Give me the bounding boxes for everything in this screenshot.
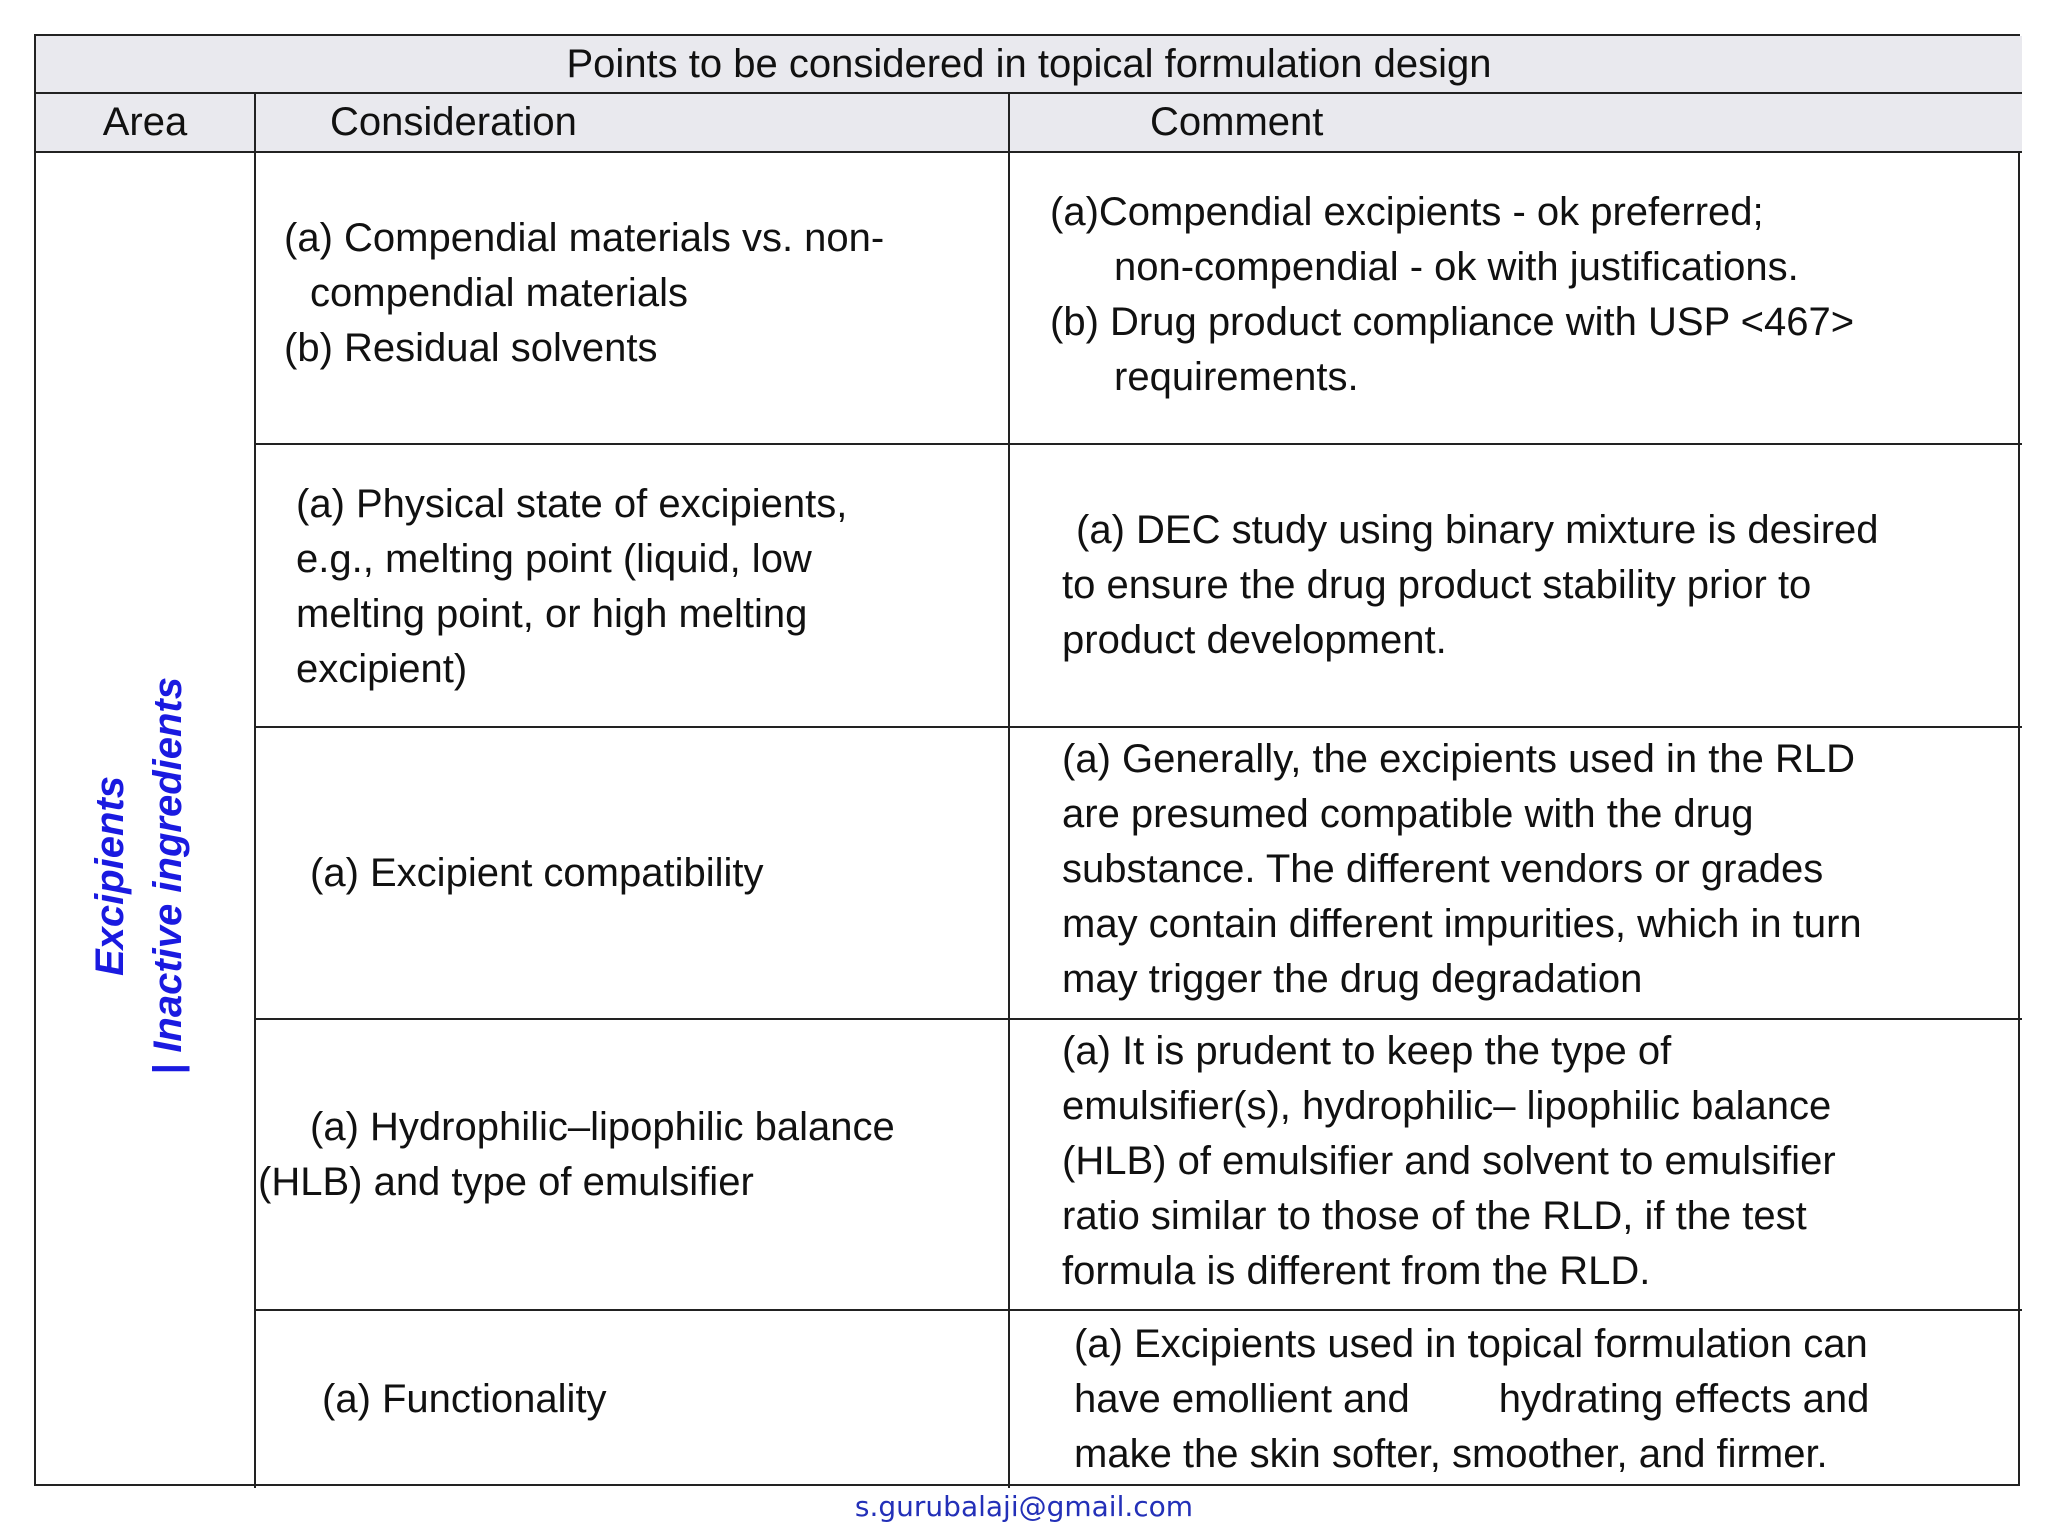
table-row-1-comment bbox=[1010, 153, 2022, 445]
table-row-2-comment bbox=[1010, 445, 2022, 728]
comment-line: may trigger the drug degradation bbox=[1062, 957, 1643, 1001]
comment-line: non-compendial - ok with justifications. bbox=[1114, 245, 1799, 289]
comment-line: product development. bbox=[1062, 618, 1447, 662]
consideration-line: (b) Residual solvents bbox=[284, 326, 658, 370]
formulation-table bbox=[34, 34, 2020, 1486]
table-row-1-consideration bbox=[256, 153, 1010, 445]
consideration-line: melting point, or high melting bbox=[296, 592, 808, 636]
comment-line: are presumed compatible with the drug bbox=[1062, 792, 1754, 836]
comment-line: (a) DEC study using binary mixture is desired bbox=[1076, 508, 1879, 552]
consideration-line: (a) Hydrophilic–lipophilic balance bbox=[310, 1105, 895, 1149]
area-label-line1: Excipients bbox=[88, 775, 132, 976]
area-label-line2: | Inactive ingredients bbox=[146, 676, 190, 1075]
comment-line: (a) It is prudent to keep the type of bbox=[1062, 1029, 1672, 1073]
comment-line: to ensure the drug product stability prior to bbox=[1062, 563, 1812, 607]
table-row-5-consideration bbox=[256, 1311, 1010, 1488]
comment-line: may contain different impurities, which in turn bbox=[1062, 902, 1862, 946]
comment-line: ratio similar to those of the RLD, if the test bbox=[1062, 1194, 1807, 1238]
consideration-line: compendial materials bbox=[310, 271, 688, 315]
footer-email: s.gurubalaji@gmail.com bbox=[854, 1490, 1194, 1523]
table-row-3-comment bbox=[1010, 728, 2022, 1020]
consideration-line: excipient) bbox=[296, 647, 468, 691]
area-cell bbox=[36, 153, 256, 1488]
consideration-line: (HLB) and type of emulsifier bbox=[258, 1160, 754, 1204]
consideration-line: (a) Functionality bbox=[322, 1377, 607, 1421]
comment-line: (b) Drug product compliance with USP <467> bbox=[1050, 300, 1855, 344]
consideration-line: (a) Physical state of excipients, bbox=[296, 482, 848, 526]
header-consideration: Consideration bbox=[256, 94, 1010, 153]
table-row-5-comment bbox=[1010, 1311, 2022, 1488]
consideration-line: e.g., melting point (liquid, low bbox=[296, 537, 812, 581]
comment-line: have emollient and hydrating effects and bbox=[1074, 1377, 1870, 1421]
area-label bbox=[81, 677, 197, 1075]
comment-line: make the skin softer, smoother, and firmer. bbox=[1074, 1432, 1828, 1476]
table-title: Points to be considered in topical formulation design bbox=[36, 36, 2022, 94]
header-area: Area bbox=[36, 94, 256, 153]
table-row-3-consideration bbox=[256, 728, 1010, 1020]
table-row-4-consideration bbox=[256, 1020, 1010, 1311]
comment-line: requirements. bbox=[1114, 355, 1359, 399]
comment-line: emulsifier(s), hydrophilic– lipophilic balance bbox=[1062, 1084, 1832, 1128]
consideration-line: (a) Excipient compatibility bbox=[310, 850, 764, 895]
comment-line: (a) Excipients used in topical formulation can bbox=[1074, 1322, 1868, 1366]
table-row-4-comment bbox=[1010, 1020, 2022, 1311]
comment-line: formula is different from the RLD. bbox=[1062, 1249, 1651, 1293]
consideration-line: (a) Compendial materials vs. non- bbox=[284, 216, 885, 260]
comment-line: (a)Compendial excipients - ok preferred; bbox=[1050, 190, 1764, 234]
comment-line: (HLB) of emulsifier and solvent to emulsifier bbox=[1062, 1139, 1836, 1183]
comment-line: (a) Generally, the excipients used in the RLD bbox=[1062, 737, 1855, 781]
comment-line: substance. The different vendors or grades bbox=[1062, 847, 1824, 891]
table-row-2-consideration bbox=[256, 445, 1010, 728]
header-comment: Comment bbox=[1010, 94, 2022, 153]
